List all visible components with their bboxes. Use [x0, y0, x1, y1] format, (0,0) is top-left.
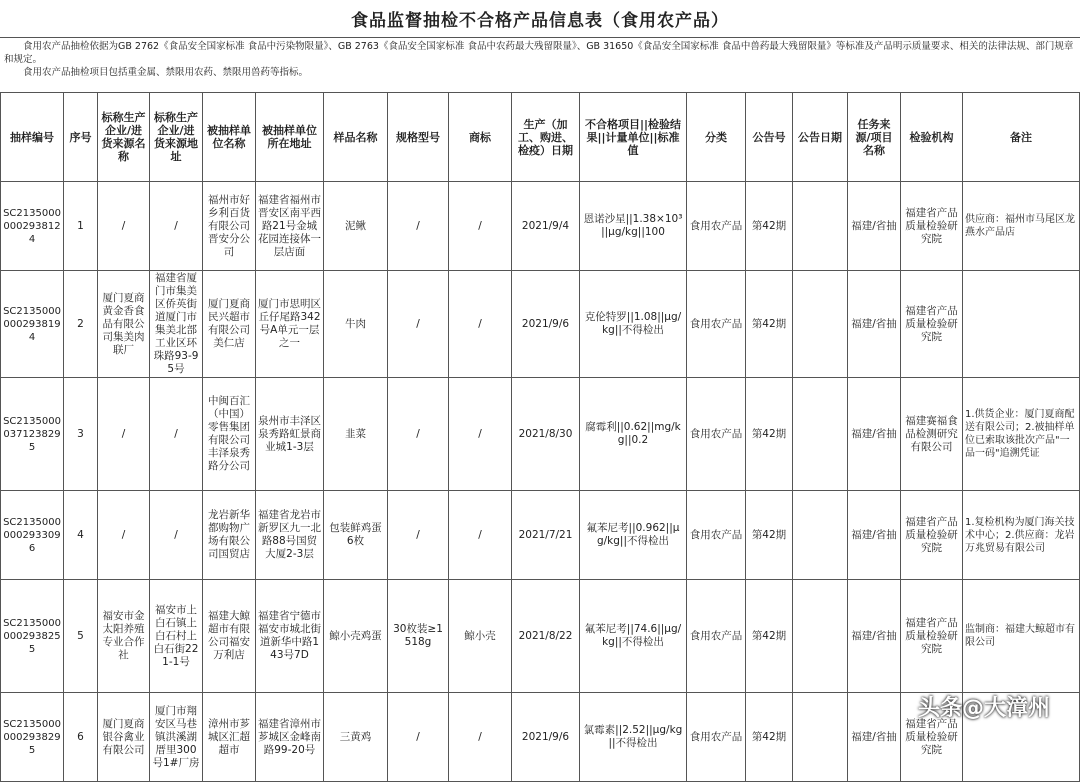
table-cell: 福建省龙岩市新罗区九一北路88号国贸大厦2-3层 — [256, 491, 324, 580]
column-header: 规格型号 — [388, 93, 449, 182]
table-cell: 厦门夏商民兴超市有限公司美仁店 — [203, 271, 256, 378]
table-cell: 福建省厦门市集美区侨英街道厦门市集美北部工业区环珠路93-95号 — [150, 271, 203, 378]
table-cell: 鲸小壳鸡蛋 — [324, 580, 388, 693]
table-cell: 氟苯尼考||0.962||μg/kg||不得检出 — [580, 491, 687, 580]
table-cell: / — [388, 378, 449, 491]
table-cell: 第42期 — [746, 693, 793, 782]
table-cell: 食用农产品 — [687, 182, 746, 271]
table-cell: 漳州市芗城区汇超超市 — [203, 693, 256, 782]
table-cell: 6 — [64, 693, 98, 782]
table-cell: SC21350000002938255 — [1, 580, 64, 693]
table-cell: / — [449, 491, 512, 580]
table-cell: 福建/省抽 — [848, 271, 901, 378]
table-cell: 福建省漳州市芗城区金峰南路99-20号 — [256, 693, 324, 782]
table-cell: 福建省产品质量检验研究院 — [901, 182, 963, 271]
table-header-row — [1, 93, 1080, 182]
table-row — [1, 271, 1080, 378]
table-cell: 食用农产品 — [687, 580, 746, 693]
table-cell: 福州市好乡利百货有限公司晋安分公司 — [203, 182, 256, 271]
table-cell: 氯霉素||2.52||μg/kg||不得检出 — [580, 693, 687, 782]
table-cell: / — [150, 378, 203, 491]
table-cell: 克伦特罗||1.08||μg/kg||不得检出 — [580, 271, 687, 378]
table-cell: / — [388, 271, 449, 378]
table-row — [1, 491, 1080, 580]
table-cell: SC21350000002938194 — [1, 271, 64, 378]
table-cell: 福建/省抽 — [848, 693, 901, 782]
column-header: 生产（加工、购进、检疫）日期 — [512, 93, 580, 182]
table-cell: 福建/省抽 — [848, 580, 901, 693]
table-cell: 食用农产品 — [687, 378, 746, 491]
table-row — [1, 182, 1080, 271]
column-header: 样品名称 — [324, 93, 388, 182]
table-cell: / — [449, 378, 512, 491]
column-header: 分类 — [687, 93, 746, 182]
column-header: 检验机构 — [901, 93, 963, 182]
table-cell: 供应商：福州市马尾区龙燕水产品店 — [963, 182, 1080, 271]
table-cell: 厦门夏商银谷禽业有限公司 — [98, 693, 150, 782]
table-cell: / — [388, 693, 449, 782]
table-cell: / — [98, 378, 150, 491]
table-cell: 2021/8/22 — [512, 580, 580, 693]
table-cell: / — [98, 491, 150, 580]
table-row — [1, 580, 1080, 693]
table-cell: 厦门市翔安区马巷镇洪溪湖厝里300号1#厂房 — [150, 693, 203, 782]
column-header: 公告日期 — [793, 93, 848, 182]
table-cell: 2021/7/21 — [512, 491, 580, 580]
column-header: 备注 — [963, 93, 1080, 182]
table-cell: 3 — [64, 378, 98, 491]
table-cell: 1 — [64, 182, 98, 271]
table-cell: SC21350000002933096 — [1, 491, 64, 580]
table-cell: 福建/省抽 — [848, 491, 901, 580]
column-header: 抽样编号 — [1, 93, 64, 182]
table-cell: 福建大鲸超市有限公司福安万利店 — [203, 580, 256, 693]
table-cell — [793, 182, 848, 271]
table-cell — [793, 271, 848, 378]
table-cell: 4 — [64, 491, 98, 580]
table-cell: 5 — [64, 580, 98, 693]
table-cell: 福建/省抽 — [848, 378, 901, 491]
table-cell: 30枚装≥1518g — [388, 580, 449, 693]
table-cell: 厦门市思明区丘仔尾路342号A单元一层之一 — [256, 271, 324, 378]
table-cell: 三黄鸡 — [324, 693, 388, 782]
table-cell: 1.供货企业：厦门夏商配送有限公司；2.被抽样单位已索取该批次产品"一品一码"追溯凭证 — [963, 378, 1080, 491]
table-cell — [793, 491, 848, 580]
column-header: 公告号 — [746, 93, 793, 182]
table-cell: SC21350000002938295 — [1, 693, 64, 782]
table-cell — [793, 378, 848, 491]
column-header: 被抽样单位名称 — [203, 93, 256, 182]
column-header: 序号 — [64, 93, 98, 182]
table-cell: 监制商：福建大鲸超市有限公司 — [963, 580, 1080, 693]
table-cell: / — [449, 693, 512, 782]
column-header: 被抽样单位所在地址 — [256, 93, 324, 182]
table-cell: SC21350000371238295 — [1, 378, 64, 491]
table-cell: 福安市上白石镇上白石村上白石街221-1号 — [150, 580, 203, 693]
table-cell: 福建省产品质量检验研究院 — [901, 580, 963, 693]
table-cell: 福建赛福食品检测研究有限公司 — [901, 378, 963, 491]
table-cell: 2021/8/30 — [512, 378, 580, 491]
table-cell: 厦门夏商黄金香食品有限公司集美肉联厂 — [98, 271, 150, 378]
table-cell: 2 — [64, 271, 98, 378]
table-cell: 2021/9/6 — [512, 693, 580, 782]
table-cell: 福建省产品质量检验研究院 — [901, 271, 963, 378]
table-cell: / — [150, 182, 203, 271]
intro-text: 食用农产品抽检依据为GB 2762《食品安全国家标准 食品中污染物限量》、GB 2763《食品安全国家标准 食品中农药最大残留限量》、GB 31650《食品安全国家标准 食品中兽药最大残留限量》等标准及产品明示质量要求、相关的法律法规、部门规章和规定。 食用农产品抽检项目包括重金属、禁限用农药、禁限用兽药等指标。 — [4, 41, 1074, 78]
table-cell: / — [388, 182, 449, 271]
table-cell: SC21350000002938124 — [1, 182, 64, 271]
table-cell — [963, 271, 1080, 378]
table-cell: 第42期 — [746, 182, 793, 271]
table-cell: 包装鲜鸡蛋6枚 — [324, 491, 388, 580]
table-cell: 福建省宁德市福安市城北街道新华中路143号7D — [256, 580, 324, 693]
results-table — [0, 92, 1080, 782]
table-cell: 食用农产品 — [687, 271, 746, 378]
table-cell: 第42期 — [746, 271, 793, 378]
table-cell: / — [150, 491, 203, 580]
table-cell: 恩诺沙星||1.38×10³||μg/kg||100 — [580, 182, 687, 271]
table-cell: / — [449, 271, 512, 378]
table-row — [1, 378, 1080, 491]
table-cell: 1.复检机构为厦门海关技术中心；2.供应商：龙岩万兆贸易有限公司 — [963, 491, 1080, 580]
table-cell: 第42期 — [746, 378, 793, 491]
table-cell: 福建省福州市晋安区南平西路21号金城花园连接体一层店面 — [256, 182, 324, 271]
table-cell — [793, 580, 848, 693]
table-cell: 食用农产品 — [687, 491, 746, 580]
table-cell: 腐霉利||0.62||mg/kg||0.2 — [580, 378, 687, 491]
table-cell: 2021/9/6 — [512, 271, 580, 378]
column-header: 不合格项目||检验结果||计量单位||标准值 — [580, 93, 687, 182]
table-cell: / — [388, 491, 449, 580]
table-cell: 中闽百汇（中国）零售集团有限公司丰泽泉秀路分公司 — [203, 378, 256, 491]
table-cell: 泥鳅 — [324, 182, 388, 271]
table-cell: 食用农产品 — [687, 693, 746, 782]
column-header: 标称生产企业/进货来源地址 — [150, 93, 203, 182]
table-cell: 福建/省抽 — [848, 182, 901, 271]
table-cell: 福建省产品质量检验研究院 — [901, 491, 963, 580]
table-cell: 泉州市丰泽区泉秀路虹景商业城1-3层 — [256, 378, 324, 491]
table-cell: 鲸小壳 — [449, 580, 512, 693]
table-cell: 2021/9/4 — [512, 182, 580, 271]
watermark: 头条@大漳州 — [917, 696, 1050, 721]
table-cell: 氟苯尼考||74.6||μg/kg||不得检出 — [580, 580, 687, 693]
column-header: 商标 — [449, 93, 512, 182]
table-cell: 第42期 — [746, 580, 793, 693]
table-cell: 福建省产品质量检验研究院 — [901, 693, 963, 782]
table-cell: 第42期 — [746, 491, 793, 580]
table-cell: 韭菜 — [324, 378, 388, 491]
page-title: 食品监督抽检不合格产品信息表（食用农产品） — [0, 0, 1080, 38]
table-cell: 龙岩新华都购物广场有限公司国贸店 — [203, 491, 256, 580]
table-cell — [793, 693, 848, 782]
column-header: 标称生产企业/进货来源名称 — [98, 93, 150, 182]
table-cell: / — [449, 182, 512, 271]
table-cell: 牛肉 — [324, 271, 388, 378]
column-header: 任务来源/项目名称 — [848, 93, 901, 182]
table-cell: 福安市金太阳养殖专业合作社 — [98, 580, 150, 693]
table-cell: / — [98, 182, 150, 271]
